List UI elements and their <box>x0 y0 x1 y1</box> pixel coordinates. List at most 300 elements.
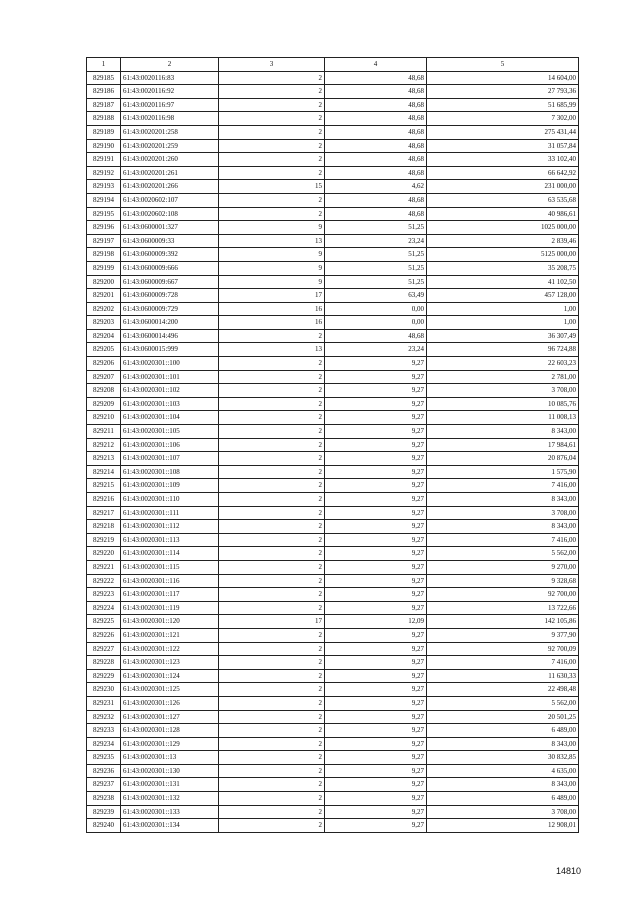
table-row <box>87 737 579 751</box>
table-cell-col-3: 2 <box>219 628 325 642</box>
table-cell-col-5: 13 722,66 <box>427 601 579 615</box>
table-cell-col-5: 3 708,00 <box>427 506 579 520</box>
table-row <box>87 615 579 629</box>
table-row <box>87 180 579 194</box>
table-cell-col-2: 61:43:0020201:266 <box>121 180 219 194</box>
table-cell-col-4: 9,27 <box>325 683 427 697</box>
table-cell-col-2: 61:43:0600014:496 <box>121 329 219 343</box>
table-cell-col-5: 9 328,68 <box>427 574 579 588</box>
table-cell-col-1: 829235 <box>87 751 121 765</box>
table-cell-col-5: 2 839,46 <box>427 234 579 248</box>
column-header-3: 3 <box>219 58 325 72</box>
table-cell-col-2: 61:43:0020301::112 <box>121 520 219 534</box>
table-cell-col-4: 9,27 <box>325 425 427 439</box>
table-cell-col-3: 9 <box>219 221 325 235</box>
table-row <box>87 329 579 343</box>
table-cell-col-2: 61:43:0020301::109 <box>121 479 219 493</box>
table-cell-col-2: 61:43:0600001:327 <box>121 221 219 235</box>
table-cell-col-1: 829199 <box>87 261 121 275</box>
table-row <box>87 85 579 99</box>
table-cell-col-2: 61:43:0020301::113 <box>121 533 219 547</box>
table-cell-col-1: 829229 <box>87 669 121 683</box>
table-cell-col-2: 61:43:0020602:108 <box>121 207 219 221</box>
table-cell-col-1: 829219 <box>87 533 121 547</box>
table-cell-col-1: 829195 <box>87 207 121 221</box>
table-cell-col-4: 48,68 <box>325 112 427 126</box>
table-cell-col-4: 9,27 <box>325 397 427 411</box>
table-row <box>87 221 579 235</box>
table-row <box>87 125 579 139</box>
table-row <box>87 696 579 710</box>
table-cell-col-5: 36 307,49 <box>427 329 579 343</box>
table-cell-col-5: 40 986,61 <box>427 207 579 221</box>
column-header-5: 5 <box>427 58 579 72</box>
table-cell-col-3: 2 <box>219 166 325 180</box>
table-row <box>87 805 579 819</box>
table-cell-col-1: 829210 <box>87 411 121 425</box>
table-cell-col-2: 61:43:0020301::110 <box>121 493 219 507</box>
table-cell-col-2: 61:43:0600009:729 <box>121 302 219 316</box>
table-cell-col-4: 48,68 <box>325 207 427 221</box>
table-row <box>87 302 579 316</box>
table-cell-col-3: 2 <box>219 329 325 343</box>
table-cell-col-5: 12 908,01 <box>427 819 579 833</box>
table-cell-col-5: 41 102,50 <box>427 275 579 289</box>
table-row <box>87 452 579 466</box>
table-cell-col-2: 61:43:0020301::114 <box>121 547 219 561</box>
table-cell-col-3: 2 <box>219 792 325 806</box>
table-cell-col-2: 61:43:0020301::105 <box>121 425 219 439</box>
table-cell-col-1: 829223 <box>87 588 121 602</box>
table-cell-col-1: 829225 <box>87 615 121 629</box>
table-cell-col-3: 15 <box>219 180 325 194</box>
table-cell-col-4: 9,27 <box>325 819 427 833</box>
table-cell-col-1: 829203 <box>87 316 121 330</box>
table-row <box>87 357 579 371</box>
table-cell-col-4: 9,27 <box>325 669 427 683</box>
table-cell-col-1: 829188 <box>87 112 121 126</box>
table-cell-col-1: 829216 <box>87 493 121 507</box>
table-cell-col-1: 829202 <box>87 302 121 316</box>
table-cell-col-5: 3 708,00 <box>427 805 579 819</box>
table-cell-col-3: 2 <box>219 547 325 561</box>
table-cell-col-3: 16 <box>219 302 325 316</box>
table-cell-col-4: 9,27 <box>325 533 427 547</box>
table-cell-col-5: 8 343,00 <box>427 425 579 439</box>
cadastral-value-table <box>86 57 579 833</box>
table-cell-col-5: 142 105,86 <box>427 615 579 629</box>
table-row <box>87 275 579 289</box>
table-row <box>87 234 579 248</box>
table-cell-col-1: 829194 <box>87 193 121 207</box>
table-cell-col-5: 6 489,00 <box>427 792 579 806</box>
table-cell-col-3: 2 <box>219 384 325 398</box>
table-row <box>87 533 579 547</box>
table-cell-col-1: 829228 <box>87 656 121 670</box>
table-cell-col-3: 2 <box>219 533 325 547</box>
table-cell-col-5: 30 832,85 <box>427 751 579 765</box>
table-cell-col-5: 31 057,84 <box>427 139 579 153</box>
table-cell-col-2: 61:43:0020301::100 <box>121 357 219 371</box>
table-row <box>87 479 579 493</box>
table-row <box>87 656 579 670</box>
table-cell-col-1: 829198 <box>87 248 121 262</box>
table-cell-col-4: 9,27 <box>325 737 427 751</box>
table-cell-col-5: 8 343,00 <box>427 520 579 534</box>
table-cell-col-1: 829186 <box>87 85 121 99</box>
table-cell-col-3: 2 <box>219 370 325 384</box>
table-cell-col-1: 829240 <box>87 819 121 833</box>
table-cell-col-1: 829207 <box>87 370 121 384</box>
table-cell-col-5: 92 700,09 <box>427 642 579 656</box>
table-cell-col-1: 829231 <box>87 696 121 710</box>
table-row <box>87 425 579 439</box>
table-row <box>87 289 579 303</box>
table-row <box>87 493 579 507</box>
table-cell-col-3: 2 <box>219 425 325 439</box>
table-cell-col-3: 2 <box>219 764 325 778</box>
table-cell-col-5: 22 603,23 <box>427 357 579 371</box>
table-cell-col-1: 829190 <box>87 139 121 153</box>
table-cell-col-4: 23,24 <box>325 234 427 248</box>
table-row <box>87 778 579 792</box>
table-cell-col-1: 829217 <box>87 506 121 520</box>
table-cell-col-5: 96 724,88 <box>427 343 579 357</box>
table-cell-col-4: 9,27 <box>325 560 427 574</box>
table-cell-col-4: 0,00 <box>325 316 427 330</box>
table-cell-col-4: 23,24 <box>325 343 427 357</box>
table-row <box>87 438 579 452</box>
table-cell-col-2: 61:43:0020201:259 <box>121 139 219 153</box>
table-row <box>87 601 579 615</box>
table-cell-col-5: 66 642,92 <box>427 166 579 180</box>
table-cell-col-4: 9,27 <box>325 357 427 371</box>
table-row <box>87 343 579 357</box>
table-row <box>87 166 579 180</box>
table-row <box>87 574 579 588</box>
table-cell-col-5: 7 302,00 <box>427 112 579 126</box>
table-cell-col-3: 2 <box>219 397 325 411</box>
table-cell-col-1: 829234 <box>87 737 121 751</box>
table-row <box>87 370 579 384</box>
table-cell-col-3: 2 <box>219 493 325 507</box>
table-cell-col-1: 829197 <box>87 234 121 248</box>
table-cell-col-2: 61:43:0020301::134 <box>121 819 219 833</box>
table-cell-col-3: 2 <box>219 656 325 670</box>
table-cell-col-2: 61:43:0020301::133 <box>121 805 219 819</box>
table-cell-col-4: 9,27 <box>325 384 427 398</box>
table-cell-col-5: 9 377,90 <box>427 628 579 642</box>
table-row <box>87 98 579 112</box>
table-cell-col-2: 61:43:0020301::115 <box>121 560 219 574</box>
table-cell-col-4: 9,27 <box>325 751 427 765</box>
table-cell-col-4: 48,68 <box>325 193 427 207</box>
table-cell-col-1: 829220 <box>87 547 121 561</box>
table-cell-col-4: 48,68 <box>325 139 427 153</box>
table-row <box>87 588 579 602</box>
table-cell-col-5: 3 708,00 <box>427 384 579 398</box>
table-cell-col-3: 2 <box>219 153 325 167</box>
table-cell-col-3: 2 <box>219 560 325 574</box>
table-cell-col-4: 9,27 <box>325 724 427 738</box>
table-cell-col-5: 1,00 <box>427 302 579 316</box>
table-row <box>87 397 579 411</box>
table-cell-col-4: 51,25 <box>325 261 427 275</box>
table-cell-col-2: 61:43:0020301::116 <box>121 574 219 588</box>
table-cell-col-4: 9,27 <box>325 411 427 425</box>
table-cell-col-1: 829187 <box>87 98 121 112</box>
column-header-4: 4 <box>325 58 427 72</box>
table-cell-col-3: 2 <box>219 207 325 221</box>
table-cell-col-4: 9,27 <box>325 520 427 534</box>
table-row <box>87 139 579 153</box>
table-cell-col-2: 61:43:0600009:666 <box>121 261 219 275</box>
table-cell-col-1: 829215 <box>87 479 121 493</box>
table-cell-col-3: 2 <box>219 479 325 493</box>
table-cell-col-2: 61:43:0600014:200 <box>121 316 219 330</box>
table-cell-col-2: 61:43:0020301::120 <box>121 615 219 629</box>
table-cell-col-4: 9,27 <box>325 370 427 384</box>
table-cell-col-3: 2 <box>219 411 325 425</box>
table-cell-col-4: 48,68 <box>325 153 427 167</box>
table-cell-col-3: 2 <box>219 452 325 466</box>
table-cell-col-1: 829214 <box>87 465 121 479</box>
table-cell-col-4: 9,27 <box>325 452 427 466</box>
table-cell-col-1: 829192 <box>87 166 121 180</box>
table-cell-col-2: 61:43:0020301::102 <box>121 384 219 398</box>
table-cell-col-3: 2 <box>219 737 325 751</box>
table-cell-col-2: 61:43:0020301::121 <box>121 628 219 642</box>
table-cell-col-4: 9,27 <box>325 574 427 588</box>
table-cell-col-5: 92 700,00 <box>427 588 579 602</box>
table-cell-col-2: 61:43:0020301::125 <box>121 683 219 697</box>
table-cell-col-1: 829226 <box>87 628 121 642</box>
table-cell-col-2: 61:43:0600009:33 <box>121 234 219 248</box>
table-cell-col-2: 61:43:0020301::104 <box>121 411 219 425</box>
table-cell-col-4: 9,27 <box>325 656 427 670</box>
table-row <box>87 520 579 534</box>
table-cell-col-2: 61:43:0020301::129 <box>121 737 219 751</box>
table-cell-col-2: 61:43:0020201:260 <box>121 153 219 167</box>
table-cell-col-2: 61:43:0020201:261 <box>121 166 219 180</box>
table-cell-col-3: 2 <box>219 125 325 139</box>
table-row <box>87 547 579 561</box>
table-cell-col-3: 9 <box>219 275 325 289</box>
table-cell-col-5: 8 343,00 <box>427 493 579 507</box>
table-cell-col-2: 61:43:0020602:107 <box>121 193 219 207</box>
table-cell-col-4: 9,27 <box>325 588 427 602</box>
table-cell-col-3: 2 <box>219 642 325 656</box>
table-cell-col-3: 2 <box>219 520 325 534</box>
table-cell-col-3: 2 <box>219 778 325 792</box>
table-cell-col-4: 51,25 <box>325 221 427 235</box>
table-cell-col-1: 829236 <box>87 764 121 778</box>
table-cell-col-1: 829205 <box>87 343 121 357</box>
table-cell-col-4: 51,25 <box>325 248 427 262</box>
table-row <box>87 411 579 425</box>
table-cell-col-3: 2 <box>219 71 325 85</box>
table-cell-col-2: 61:43:0600009:728 <box>121 289 219 303</box>
table-cell-col-1: 829230 <box>87 683 121 697</box>
table-cell-col-4: 9,27 <box>325 601 427 615</box>
table-cell-col-3: 2 <box>219 112 325 126</box>
table-cell-col-5: 8 343,00 <box>427 737 579 751</box>
table-cell-col-3: 2 <box>219 574 325 588</box>
table-cell-col-4: 9,27 <box>325 493 427 507</box>
table-cell-col-3: 2 <box>219 724 325 738</box>
table-cell-col-1: 829212 <box>87 438 121 452</box>
table-cell-col-3: 2 <box>219 683 325 697</box>
table-row <box>87 764 579 778</box>
table-cell-col-2: 61:43:0020301::122 <box>121 642 219 656</box>
table-cell-col-5: 5125 000,00 <box>427 248 579 262</box>
table-row <box>87 193 579 207</box>
table-cell-col-2: 61:43:0020116:92 <box>121 85 219 99</box>
table-cell-col-3: 2 <box>219 98 325 112</box>
table-cell-col-5: 35 208,75 <box>427 261 579 275</box>
table-cell-col-4: 9,27 <box>325 506 427 520</box>
table-cell-col-3: 2 <box>219 601 325 615</box>
table-row <box>87 628 579 642</box>
table-cell-col-1: 829233 <box>87 724 121 738</box>
table-cell-col-4: 9,27 <box>325 778 427 792</box>
table-cell-col-1: 829213 <box>87 452 121 466</box>
table-cell-col-3: 2 <box>219 588 325 602</box>
table-cell-col-1: 829193 <box>87 180 121 194</box>
table-row <box>87 248 579 262</box>
table-cell-col-3: 2 <box>219 139 325 153</box>
column-header-1: 1 <box>87 58 121 72</box>
table-cell-col-4: 9,27 <box>325 792 427 806</box>
table-cell-col-5: 1 575,90 <box>427 465 579 479</box>
table-cell-col-5: 11 008,13 <box>427 411 579 425</box>
table-cell-col-4: 9,27 <box>325 764 427 778</box>
table-cell-col-4: 9,27 <box>325 547 427 561</box>
table-cell-col-1: 829224 <box>87 601 121 615</box>
table-cell-col-5: 7 416,00 <box>427 656 579 670</box>
table-cell-col-4: 0,00 <box>325 302 427 316</box>
table-cell-col-5: 7 416,00 <box>427 533 579 547</box>
table-cell-col-2: 61:43:0020301::127 <box>121 710 219 724</box>
table-row <box>87 71 579 85</box>
table-row <box>87 384 579 398</box>
table-cell-col-1: 829227 <box>87 642 121 656</box>
table-row <box>87 465 579 479</box>
table-cell-col-2: 61:43:0020301::111 <box>121 506 219 520</box>
table-cell-col-5: 14 604,00 <box>427 71 579 85</box>
table-cell-col-5: 20 876,04 <box>427 452 579 466</box>
table-cell-col-3: 2 <box>219 506 325 520</box>
table-cell-col-3: 2 <box>219 438 325 452</box>
table-cell-col-1: 829201 <box>87 289 121 303</box>
table-cell-col-4: 63,49 <box>325 289 427 303</box>
table-cell-col-3: 2 <box>219 819 325 833</box>
table-cell-col-2: 61:43:0020301::108 <box>121 465 219 479</box>
table-cell-col-2: 61:43:0020301::132 <box>121 792 219 806</box>
table-row <box>87 112 579 126</box>
table-cell-col-2: 61:43:0020301::128 <box>121 724 219 738</box>
table-cell-col-5: 10 085,76 <box>427 397 579 411</box>
table-cell-col-2: 61:43:0020301::103 <box>121 397 219 411</box>
table-cell-col-3: 2 <box>219 696 325 710</box>
header-row <box>87 58 579 72</box>
table-row <box>87 669 579 683</box>
table-row <box>87 207 579 221</box>
table-cell-col-2: 61:43:0020301::124 <box>121 669 219 683</box>
table-cell-col-5: 7 416,00 <box>427 479 579 493</box>
table-cell-col-2: 61:43:0020116:97 <box>121 98 219 112</box>
table-cell-col-2: 61:43:0020301::106 <box>121 438 219 452</box>
table-row <box>87 642 579 656</box>
table-cell-col-1: 829232 <box>87 710 121 724</box>
table-cell-col-5: 9 270,00 <box>427 560 579 574</box>
table-cell-col-1: 829211 <box>87 425 121 439</box>
table-cell-col-3: 2 <box>219 465 325 479</box>
table-cell-col-5: 5 562,00 <box>427 547 579 561</box>
table-cell-col-1: 829209 <box>87 397 121 411</box>
table-cell-col-2: 61:43:0020301::123 <box>121 656 219 670</box>
table-cell-col-4: 9,27 <box>325 465 427 479</box>
table-cell-col-1: 829238 <box>87 792 121 806</box>
table-row <box>87 506 579 520</box>
table-cell-col-5: 231 000,00 <box>427 180 579 194</box>
table-cell-col-2: 61:43:0600009:667 <box>121 275 219 289</box>
table-cell-col-3: 2 <box>219 357 325 371</box>
table-cell-col-1: 829222 <box>87 574 121 588</box>
table-row <box>87 792 579 806</box>
table-cell-col-3: 17 <box>219 289 325 303</box>
table-cell-col-4: 9,27 <box>325 642 427 656</box>
table-cell-col-4: 48,68 <box>325 125 427 139</box>
table-cell-col-3: 2 <box>219 193 325 207</box>
table-cell-col-5: 4 635,00 <box>427 764 579 778</box>
table-cell-col-1: 829185 <box>87 71 121 85</box>
table-row <box>87 560 579 574</box>
table-cell-col-5: 33 102,40 <box>427 153 579 167</box>
table-cell-col-2: 61:43:0020301::101 <box>121 370 219 384</box>
table-cell-col-2: 61:43:0020301::130 <box>121 764 219 778</box>
table-cell-col-4: 48,68 <box>325 85 427 99</box>
table-cell-col-3: 9 <box>219 261 325 275</box>
table-cell-col-5: 17 984,61 <box>427 438 579 452</box>
table-cell-col-5: 8 343,00 <box>427 778 579 792</box>
table-cell-col-2: 61:43:0020116:83 <box>121 71 219 85</box>
table-cell-col-5: 2 781,00 <box>427 370 579 384</box>
table-cell-col-4: 9,27 <box>325 710 427 724</box>
table-cell-col-5: 1025 000,00 <box>427 221 579 235</box>
table-body <box>87 71 579 832</box>
table-cell-col-4: 48,68 <box>325 166 427 180</box>
table-cell-col-2: 61:43:0020301::126 <box>121 696 219 710</box>
table-cell-col-4: 9,27 <box>325 438 427 452</box>
table-cell-col-2: 61:43:0020301::107 <box>121 452 219 466</box>
table-cell-col-4: 48,68 <box>325 329 427 343</box>
table-row <box>87 153 579 167</box>
table-cell-col-1: 829191 <box>87 153 121 167</box>
table-cell-col-2: 61:43:0020301::119 <box>121 601 219 615</box>
table-cell-col-4: 51,25 <box>325 275 427 289</box>
table-cell-col-2: 61:43:0020201:258 <box>121 125 219 139</box>
table-cell-col-1: 829206 <box>87 357 121 371</box>
table-cell-col-2: 61:43:0020301::131 <box>121 778 219 792</box>
table-cell-col-3: 2 <box>219 710 325 724</box>
table-cell-col-5: 20 501,25 <box>427 710 579 724</box>
table-cell-col-1: 829221 <box>87 560 121 574</box>
table-cell-col-5: 51 685,99 <box>427 98 579 112</box>
table-cell-col-2: 61:43:0600009:392 <box>121 248 219 262</box>
table-row <box>87 710 579 724</box>
table-row <box>87 683 579 697</box>
